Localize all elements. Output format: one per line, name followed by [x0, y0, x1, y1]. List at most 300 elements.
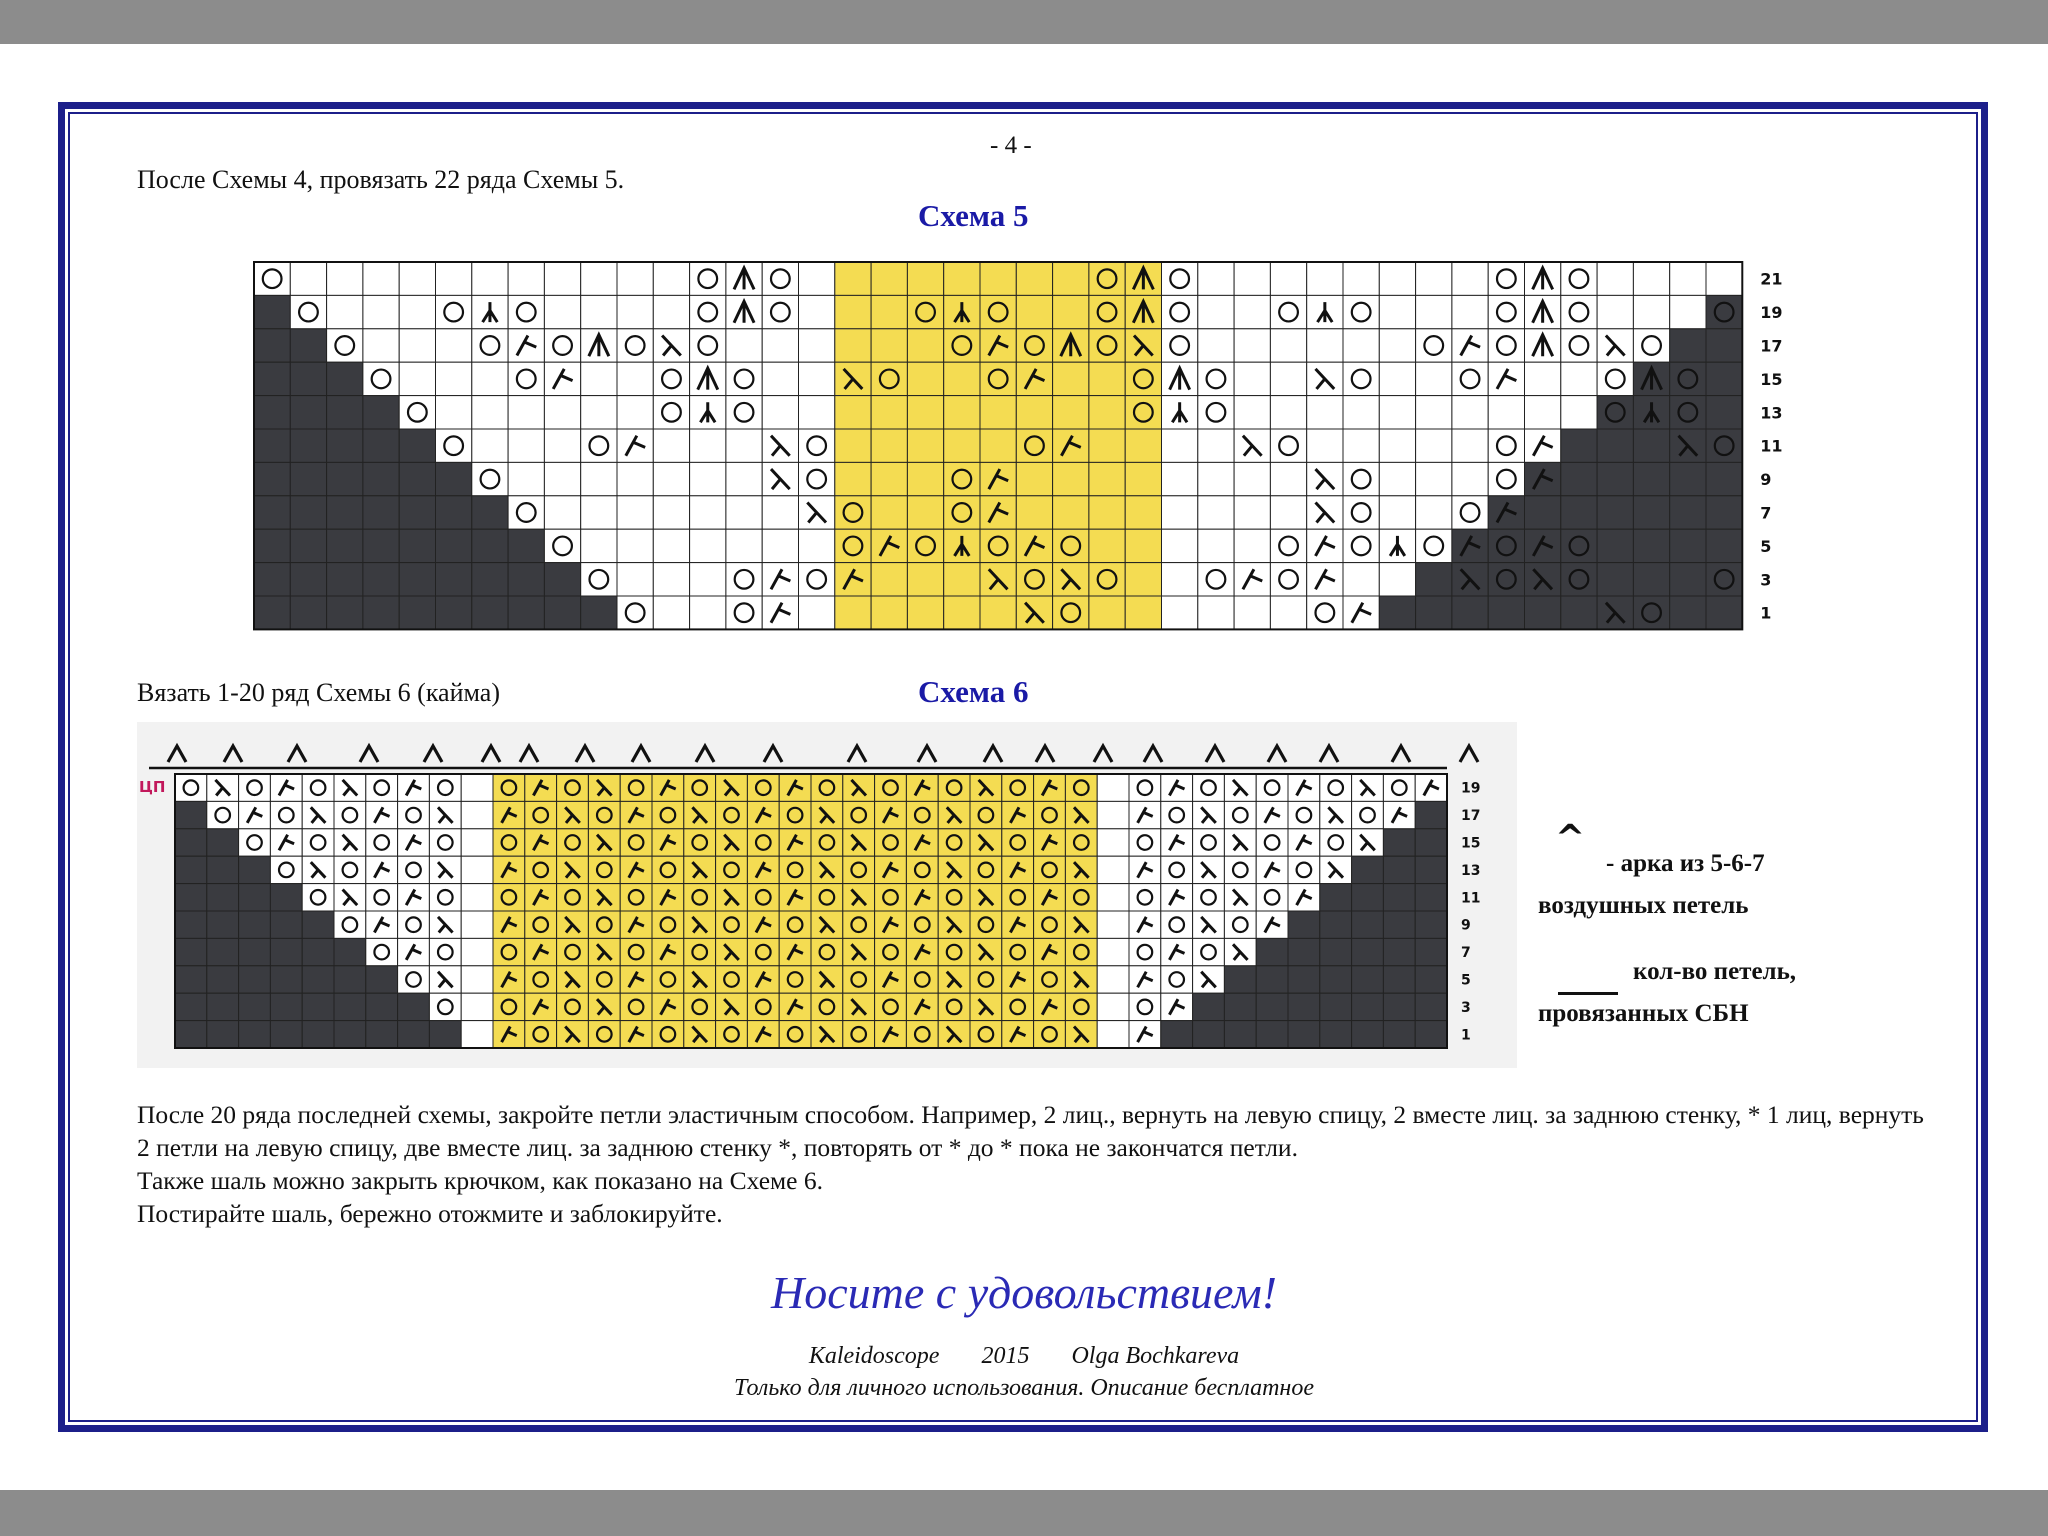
- chart-cell: [1002, 966, 1034, 993]
- chart-cell: [980, 262, 1016, 295]
- chart-cell: [970, 966, 1002, 993]
- chart-cell: [207, 1021, 239, 1048]
- chart-cell: [1193, 993, 1225, 1020]
- chart-cell: [1002, 801, 1034, 828]
- chart-cell: [875, 966, 907, 993]
- chart-cell: [1161, 911, 1193, 938]
- chart-cell: [525, 774, 557, 801]
- chart-cell: [1256, 829, 1288, 856]
- chart-cell: [1129, 938, 1161, 965]
- license-note: Только для личного использования. Описание бесплатное: [734, 1375, 1314, 1401]
- chart-cell: [747, 884, 779, 911]
- chart-cell: [747, 801, 779, 828]
- legend-arch-symbol: ^: [1555, 818, 1586, 859]
- chart-cell: [302, 938, 334, 965]
- chart-cell: [690, 596, 726, 629]
- chart-cell: [363, 563, 399, 596]
- chart-cell: [327, 295, 363, 328]
- chart-cell: [1488, 329, 1524, 362]
- finishing-paragraph-1: После 20 ряда последней схемы, закройте петли эластичным способом. Например, 2 лиц., вернуть на левую спицу, 2 вместе лиц. за заднюю стенку, * 1 лиц, вернуть 2 петли на левую спицу, две вместе лиц. за заднюю стенку *, повторять от * до * пока не закончатся петли.: [137, 1100, 1924, 1162]
- chart-cell: [1089, 262, 1125, 295]
- chart-cell: [493, 856, 525, 883]
- chart-cell: [1193, 938, 1225, 965]
- chart-cell: [1706, 496, 1742, 529]
- chart-cell: [399, 329, 435, 362]
- chart-cell: [762, 362, 798, 395]
- chart-cell: [1089, 529, 1125, 562]
- chart-cell: [653, 396, 689, 429]
- chart-cell: [1307, 329, 1343, 362]
- chart-cell: [544, 295, 580, 328]
- chart-cell: [652, 829, 684, 856]
- chart-cell: [1198, 563, 1234, 596]
- chart-cell: [254, 295, 290, 328]
- chart-cell: [1379, 462, 1415, 495]
- chart-cell: [906, 801, 938, 828]
- chart-cell: [1561, 462, 1597, 495]
- chart-cell: [726, 429, 762, 462]
- chart-cell: [472, 262, 508, 295]
- chart-cell: [175, 1021, 207, 1048]
- chart-cell: [1089, 462, 1125, 495]
- chart-cell: [270, 856, 302, 883]
- chart-cell: [1706, 596, 1742, 629]
- chart-cell: [1383, 938, 1415, 965]
- chart-cell: [1561, 496, 1597, 529]
- chart-cell: [508, 329, 544, 362]
- chart-cell: [1633, 496, 1669, 529]
- chart-cell: [366, 1021, 398, 1048]
- chart-cell: [1597, 496, 1633, 529]
- chart-cell: [906, 1021, 938, 1048]
- chart-cell: [726, 329, 762, 362]
- chart-cell: [1597, 362, 1633, 395]
- chart-cell: [334, 993, 366, 1020]
- chart-cell: [779, 1021, 811, 1048]
- chart-cell: [493, 774, 525, 801]
- chart-cell: [1352, 993, 1384, 1020]
- chart-cell: [175, 774, 207, 801]
- chart-cell: [1002, 1021, 1034, 1048]
- chart-cell: [1379, 262, 1415, 295]
- chart-cell: [398, 1021, 430, 1048]
- chart-cell: [871, 529, 907, 562]
- chart-cell: [617, 396, 653, 429]
- chart-cell: [653, 529, 689, 562]
- chart-cell: [1379, 429, 1415, 462]
- chart-cell: [1288, 801, 1320, 828]
- chart-cell: [302, 966, 334, 993]
- chart-cell: [1089, 329, 1125, 362]
- chart-cell: [270, 1021, 302, 1048]
- chart-cell: [1561, 429, 1597, 462]
- chart-cell: [461, 829, 493, 856]
- chart-cell: [1224, 993, 1256, 1020]
- chart-cell: [207, 856, 239, 883]
- chart-cell: [835, 329, 871, 362]
- chart-cell: [1053, 429, 1089, 462]
- chart-cell: [1002, 911, 1034, 938]
- chart-cell: [1633, 295, 1669, 328]
- chart-cell: [493, 911, 525, 938]
- chart-cell: [1097, 911, 1129, 938]
- chart-cell: [302, 829, 334, 856]
- chart-cell: [747, 911, 779, 938]
- chart-cell: [811, 938, 843, 965]
- chart-cell: [366, 884, 398, 911]
- chart-cell: [290, 563, 326, 596]
- chart-cell: [875, 911, 907, 938]
- chart-cell: [799, 262, 835, 295]
- chart-cell: [1162, 496, 1198, 529]
- chart-cell: [944, 462, 980, 495]
- chart-cell: [1561, 329, 1597, 362]
- chart-cell: [690, 563, 726, 596]
- chart-cell: [327, 496, 363, 529]
- chart-cell: [1488, 262, 1524, 295]
- chart-cell: [617, 529, 653, 562]
- chart-cell: [366, 938, 398, 965]
- chart-cell: [581, 295, 617, 328]
- chart-cell: [1234, 362, 1270, 395]
- chart-cell: [690, 529, 726, 562]
- chart-cell: [617, 362, 653, 395]
- chart-cell: [399, 295, 435, 328]
- chart-cell: [1383, 801, 1415, 828]
- chart-cell: [239, 829, 271, 856]
- chart-cell: [1002, 856, 1034, 883]
- chart-cell: [938, 829, 970, 856]
- chart-cell: [762, 262, 798, 295]
- chart-cell: [1288, 966, 1320, 993]
- chart-cell: [1162, 429, 1198, 462]
- chart-cell: [726, 529, 762, 562]
- chart-cell: [398, 801, 430, 828]
- chart-cell: [1488, 596, 1524, 629]
- chart-cell: [779, 966, 811, 993]
- chart-cell: [1415, 774, 1447, 801]
- chart-cell: [544, 496, 580, 529]
- chart-cell: [461, 856, 493, 883]
- legend-arch-text-2: воздушных петель: [1538, 892, 1749, 919]
- chart-cell: [653, 362, 689, 395]
- chart-cell: [875, 884, 907, 911]
- chart-cell: [1162, 529, 1198, 562]
- chart-cell: [1129, 774, 1161, 801]
- chart-cell: [366, 966, 398, 993]
- chart-cell: [617, 462, 653, 495]
- chart-cell: [970, 911, 1002, 938]
- chart-cell: [588, 801, 620, 828]
- chart-cell: [1193, 774, 1225, 801]
- chart-cell: [1706, 329, 1742, 362]
- chart-cell: [1561, 295, 1597, 328]
- chart-cell: [239, 1021, 271, 1048]
- chart-cell: [290, 396, 326, 429]
- chart-cell: [747, 966, 779, 993]
- chart-cell: [557, 774, 589, 801]
- chart-cell: [581, 262, 617, 295]
- chart-cell: [1320, 993, 1352, 1020]
- chart-cell: [270, 993, 302, 1020]
- chart-cell: [653, 563, 689, 596]
- chart-cell: [175, 884, 207, 911]
- chart-cell: [398, 911, 430, 938]
- chart-cell: [1307, 563, 1343, 596]
- chart-cell: [461, 911, 493, 938]
- chart-cell: [1089, 295, 1125, 328]
- chart-cell: [980, 396, 1016, 429]
- chart-cell: [871, 596, 907, 629]
- chart-cell: [1256, 774, 1288, 801]
- chart-cell: [1379, 295, 1415, 328]
- chart-cell: [1129, 1021, 1161, 1048]
- chart-cell: [366, 774, 398, 801]
- chart-cell: [907, 396, 943, 429]
- chart-cell: [1352, 884, 1384, 911]
- chart-cell: [581, 396, 617, 429]
- chart-cell: [811, 993, 843, 1020]
- chart-cell: [1234, 496, 1270, 529]
- row-label: 9: [1461, 917, 1471, 934]
- chart-cell: [1162, 462, 1198, 495]
- chart-cell: [1670, 396, 1706, 429]
- viewer-bottom-bar: [0, 1490, 2048, 1536]
- chart-cell: [1415, 884, 1447, 911]
- chart-cell: [175, 993, 207, 1020]
- chart-cell: [1288, 1021, 1320, 1048]
- chart-cell: [544, 362, 580, 395]
- chart-cell: [327, 563, 363, 596]
- chart-cell: [653, 462, 689, 495]
- chart-cell: [1288, 884, 1320, 911]
- chart-cell: [544, 329, 580, 362]
- chart-cell: [747, 1021, 779, 1048]
- chart-cell: [290, 496, 326, 529]
- chart-cell: [799, 529, 835, 562]
- chart-cell: [398, 966, 430, 993]
- chart-cell: [1320, 884, 1352, 911]
- chart-cell: [363, 596, 399, 629]
- chart-cell: [617, 596, 653, 629]
- chart-cell: [472, 462, 508, 495]
- chart-cell: [1670, 362, 1706, 395]
- chart-cell: [1416, 596, 1452, 629]
- chart-cell: [871, 396, 907, 429]
- chart-cell: [429, 829, 461, 856]
- chart-cell: [290, 462, 326, 495]
- chart-cell: [762, 529, 798, 562]
- chart-cell: [327, 529, 363, 562]
- chart-cell: [1198, 496, 1234, 529]
- chart-cell: [1597, 262, 1633, 295]
- chart-cell: [557, 993, 589, 1020]
- chart-cell: [762, 496, 798, 529]
- chart-cell: [399, 262, 435, 295]
- chart-cell: [254, 563, 290, 596]
- chart-cell: [363, 295, 399, 328]
- chart-cell: [1129, 966, 1161, 993]
- row-label: 19: [1461, 780, 1481, 797]
- chart-cell: [617, 329, 653, 362]
- chart-cell: [1125, 362, 1161, 395]
- chart-cell: [1234, 295, 1270, 328]
- viewer-top-bar: [0, 0, 2048, 44]
- chart-cell: [1597, 396, 1633, 429]
- chart-cell: [544, 529, 580, 562]
- chart-cell: [334, 911, 366, 938]
- chart-cell: [716, 801, 748, 828]
- chart-cell: [1670, 496, 1706, 529]
- chart-cell: [690, 262, 726, 295]
- chart-cell: [779, 911, 811, 938]
- chart-cell: [1488, 429, 1524, 462]
- chart-cell: [871, 295, 907, 328]
- chart-cell: [799, 295, 835, 328]
- chart-cell: [652, 856, 684, 883]
- chart-cell: [620, 829, 652, 856]
- chart-cell: [1065, 993, 1097, 1020]
- chart-cell: [588, 911, 620, 938]
- chart-cell: [690, 496, 726, 529]
- chart-cell: [270, 829, 302, 856]
- chart-cell: [1270, 496, 1306, 529]
- chart-cell: [906, 966, 938, 993]
- chart-cell: [1034, 938, 1066, 965]
- chart-cell: [327, 462, 363, 495]
- chart-cell: [980, 362, 1016, 395]
- row-label: 9: [1760, 470, 1772, 490]
- finishing-paragraph-2: Также шаль можно закрыть крючком, как показано на Схеме 6.: [137, 1166, 823, 1195]
- chart-cell: [254, 462, 290, 495]
- chart-cell: [1525, 396, 1561, 429]
- chart-cell: [270, 966, 302, 993]
- chart-cell: [508, 596, 544, 629]
- chart-cell: [799, 396, 835, 429]
- chart-cell: [493, 801, 525, 828]
- chart-cell: [327, 362, 363, 395]
- chart-cell: [334, 938, 366, 965]
- chart-cell: [1270, 429, 1306, 462]
- chart-cell: [653, 429, 689, 462]
- chart-cell: [1016, 362, 1052, 395]
- chart-cell: [207, 801, 239, 828]
- chart-cell: [1270, 396, 1306, 429]
- chart-cell: [617, 429, 653, 462]
- chart-cell: [620, 993, 652, 1020]
- chart-cell: [1488, 529, 1524, 562]
- chart-cell: [525, 938, 557, 965]
- chart-cell: [1452, 596, 1488, 629]
- chart-cell: [1561, 563, 1597, 596]
- chart-cell: [835, 596, 871, 629]
- chart-cell: [1053, 262, 1089, 295]
- chart-cell: [398, 774, 430, 801]
- chart-cell: [207, 829, 239, 856]
- chart-cell: [327, 262, 363, 295]
- chart-cell: [944, 396, 980, 429]
- chart-cell: [835, 429, 871, 462]
- chart-cell: [1034, 801, 1066, 828]
- chart-cell: [907, 429, 943, 462]
- chart-cell: [207, 993, 239, 1020]
- chart-cell: [652, 1021, 684, 1048]
- chart-cell: [1034, 829, 1066, 856]
- chart-cell: [1034, 1021, 1066, 1048]
- chart-cell: [1270, 262, 1306, 295]
- chart-cell: [290, 362, 326, 395]
- row-label: 17: [1461, 808, 1481, 825]
- chart-cell: [1706, 529, 1742, 562]
- chart-cell: [1097, 856, 1129, 883]
- chart-cell: [875, 856, 907, 883]
- chart-cell: [1352, 938, 1384, 965]
- chart-cell: [1320, 938, 1352, 965]
- chart-cell: [1125, 563, 1161, 596]
- chart-cell: [779, 993, 811, 1020]
- chart-cell: [843, 966, 875, 993]
- chart-cell: [1352, 801, 1384, 828]
- chart-cell: [1670, 262, 1706, 295]
- chart-cell: [1034, 993, 1066, 1020]
- chart-cell: [1053, 596, 1089, 629]
- chart-cell: [980, 596, 1016, 629]
- chart-cell: [652, 774, 684, 801]
- chart-cell: [907, 496, 943, 529]
- chart-cell: [1488, 563, 1524, 596]
- chart-cell: [436, 462, 472, 495]
- chart-cell: [1452, 362, 1488, 395]
- chart-cell: [493, 993, 525, 1020]
- chart-cell: [1097, 829, 1129, 856]
- chart-cell: [1234, 529, 1270, 562]
- chart-cell: [1633, 596, 1669, 629]
- chart-cell: [1089, 396, 1125, 429]
- chart-cell: [508, 462, 544, 495]
- chart-cell: [690, 295, 726, 328]
- chart-cell: [1416, 295, 1452, 328]
- chart-cell: [1224, 1021, 1256, 1048]
- chart-cell: [1053, 295, 1089, 328]
- row-label: 5: [1760, 536, 1772, 556]
- chart-cell: [843, 801, 875, 828]
- chart-cell: [1097, 938, 1129, 965]
- chart-cell: [875, 1021, 907, 1048]
- chart-cell: [653, 295, 689, 328]
- chart-cell: [1034, 911, 1066, 938]
- chart-cell: [366, 801, 398, 828]
- chart-cell: [1525, 462, 1561, 495]
- chart-cell: [1125, 429, 1161, 462]
- chart-cell: [1597, 563, 1633, 596]
- chart-cell: [1162, 295, 1198, 328]
- chart-cell: [207, 966, 239, 993]
- chart-cell: [652, 911, 684, 938]
- chart-cell: [906, 938, 938, 965]
- chart-cell: [843, 856, 875, 883]
- chart-cell: [581, 529, 617, 562]
- chart-cell: [1256, 1021, 1288, 1048]
- chart-cell: [726, 596, 762, 629]
- chart-cell: [327, 429, 363, 462]
- chart-cell: [1053, 362, 1089, 395]
- chart-cell: [980, 295, 1016, 328]
- chart-cell: [254, 329, 290, 362]
- chart-cell: [290, 262, 326, 295]
- scheme6-title: Схема 6: [918, 674, 1029, 709]
- chart-cell: [1162, 329, 1198, 362]
- chart-cell: [980, 462, 1016, 495]
